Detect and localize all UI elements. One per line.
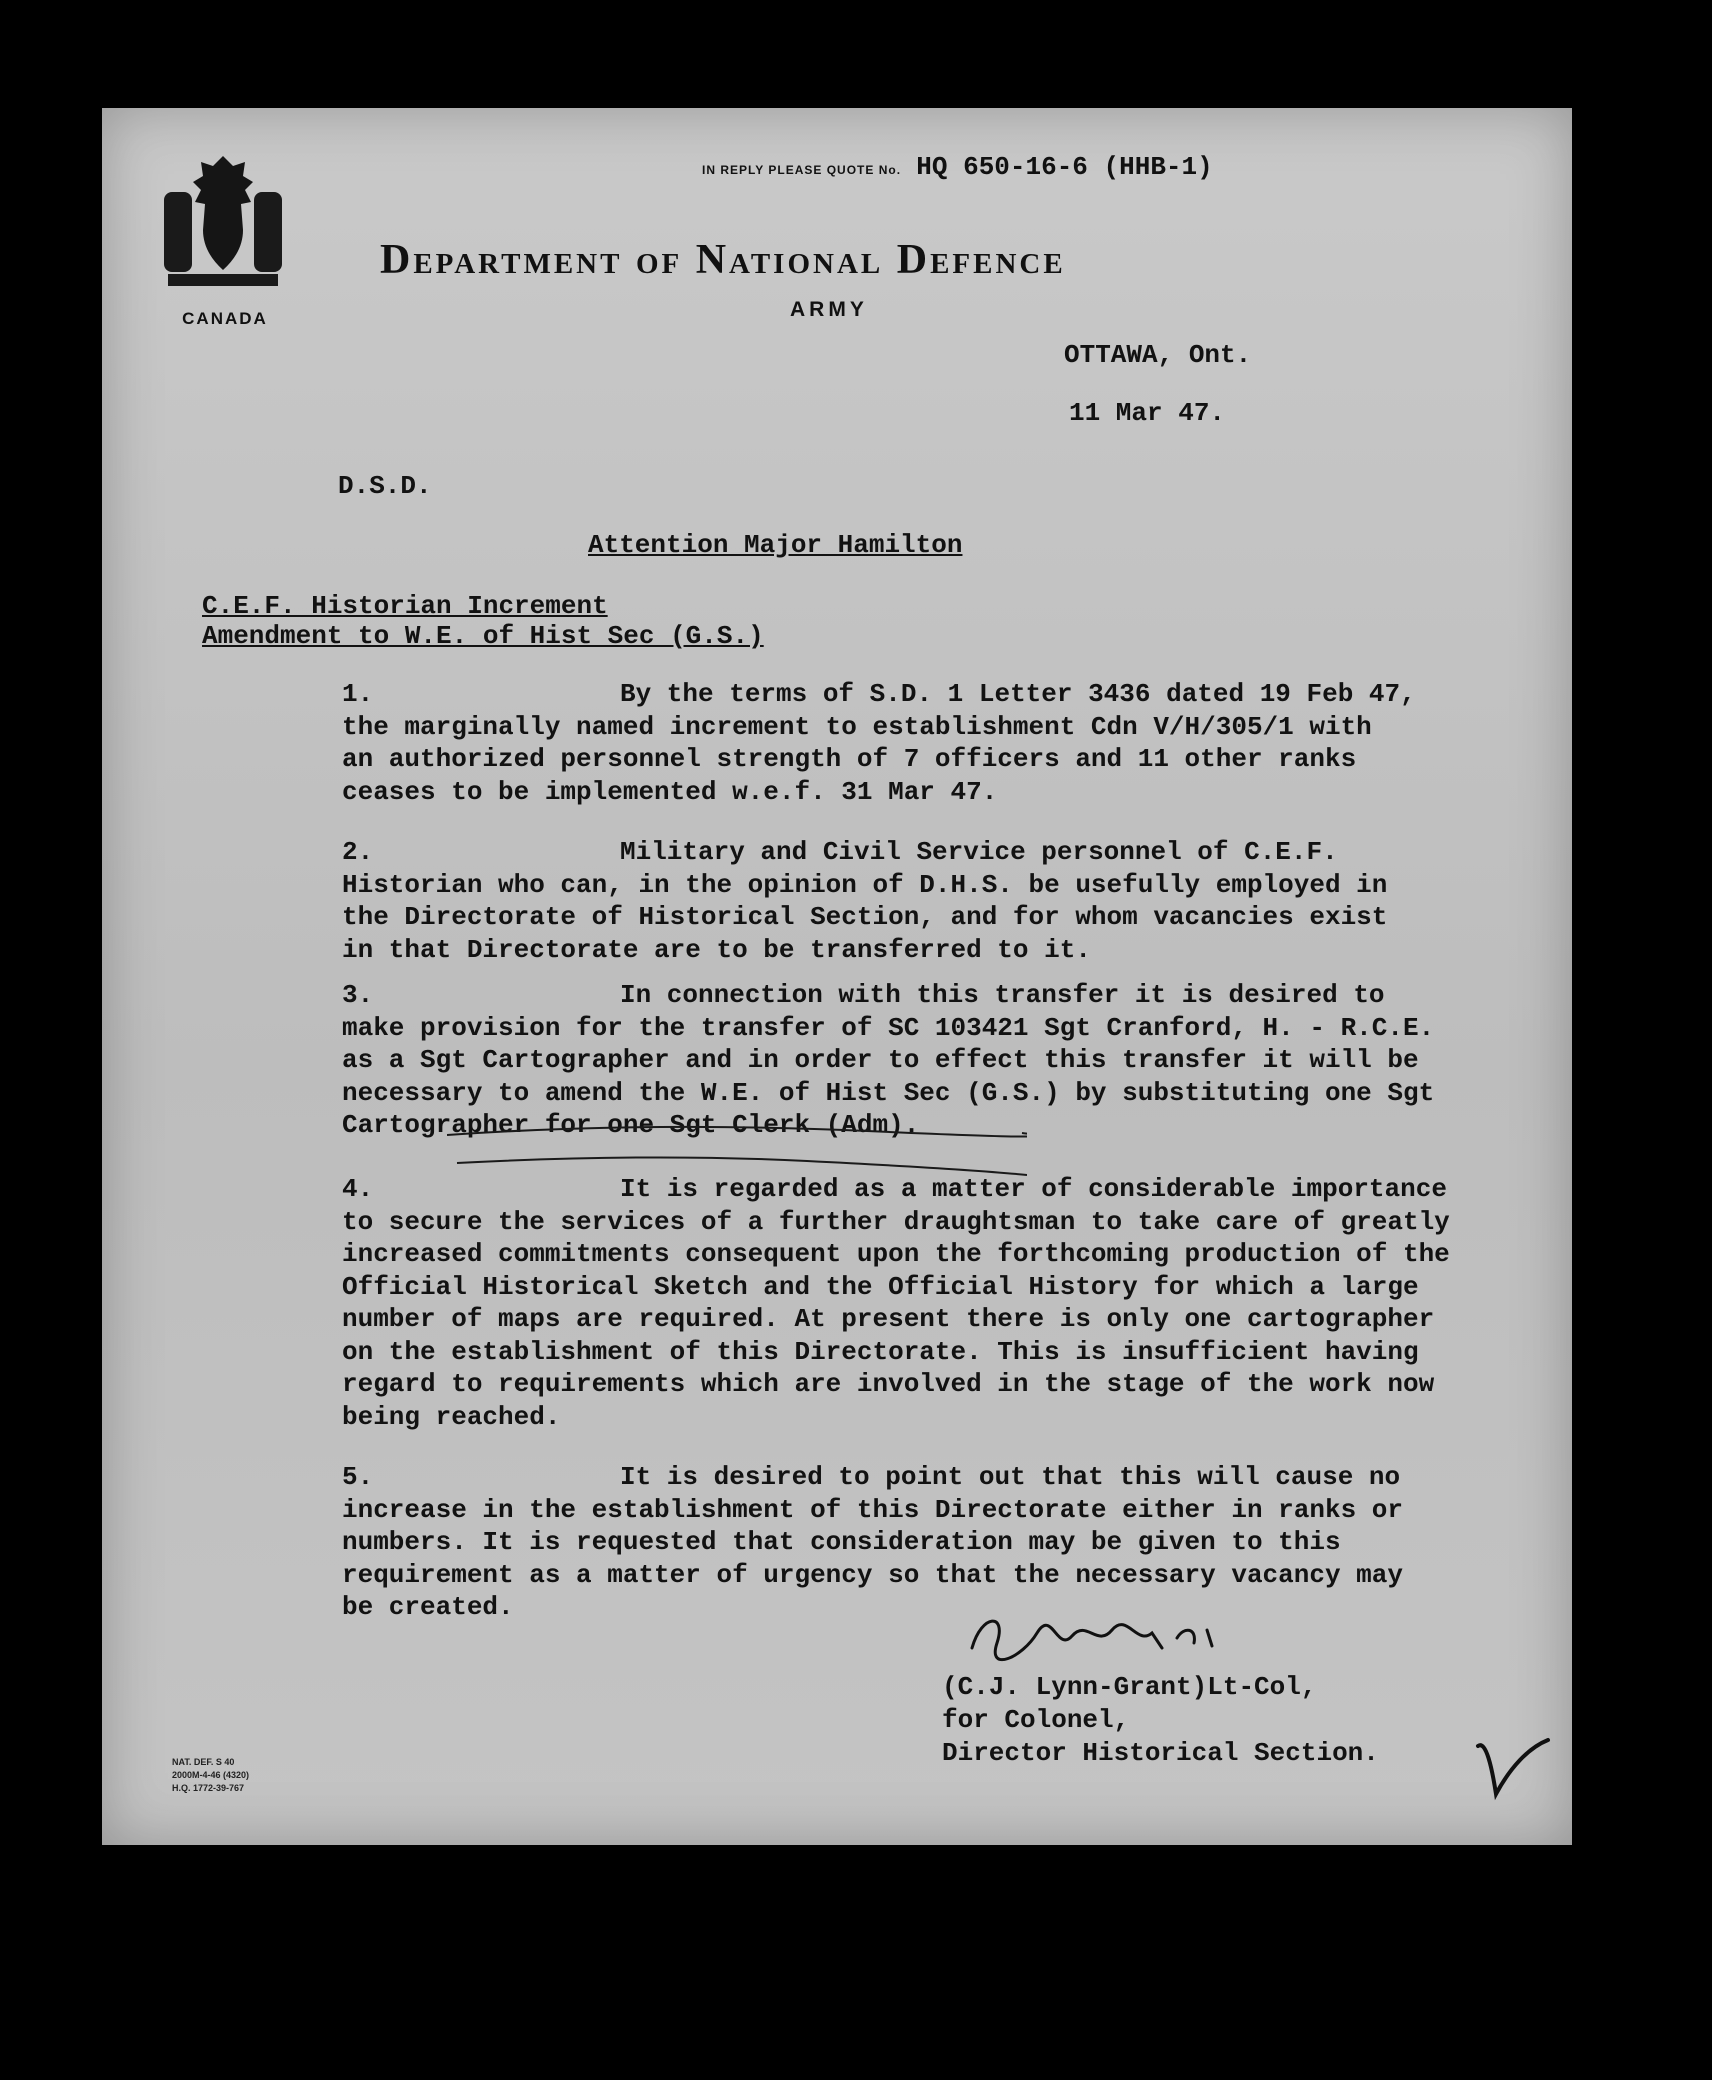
paragraph-3 bbox=[342, 979, 1542, 1142]
paragraph-2 bbox=[342, 836, 1542, 966]
letter-place: OTTAWA, Ont. bbox=[1064, 340, 1252, 370]
paragraph-text: In connection with this transfer it is desired to make provision for the transfer of SC 103421 Sgt Cranford, H. - R.C.E. as a Sgt Cartographer and in order to effect this transfer it will be necessary to amend the W.E. of Hist Sec (G.S.) by substituting one Sgt Cartographer for one Sgt Clerk (Adm). bbox=[342, 980, 1435, 1140]
subject-line-2: Amendment to W.E. of Hist Sec (G.S.) bbox=[202, 621, 764, 651]
paragraph-number: 2. bbox=[342, 837, 374, 867]
paragraph-text: Military and Civil Service personnel of C.E.F. Historian who can, in the opinion of D.H.S. be usefully employed in the Directorate of Historical Section, and for whom vacancies exist in that Directorate are to be transferred to it. bbox=[342, 837, 1388, 965]
department-title: Department of National Defence bbox=[380, 237, 1066, 283]
signatory-title: Director Historical Section. bbox=[942, 1738, 1379, 1768]
subject-line-1: C.E.F. Historian Increment bbox=[202, 591, 608, 621]
signatory-name: (C.J. Lynn-Grant)Lt-Col, bbox=[942, 1672, 1317, 1702]
paragraph-5 bbox=[342, 1461, 1542, 1624]
crest-country-label: CANADA bbox=[182, 309, 268, 328]
paragraph-text: It is regarded as a matter of considerable importance to secure the services of a further draughtsman to take care of greatly increased commitments consequent upon the forthcoming production of the Official Historical Sketch and the Official History for which a large number of maps are required. At present there is only one cartographer on the establishment of this Directorate. This is insufficient having regard to requirements which are involved in the stage of the work now being reached. bbox=[342, 1174, 1450, 1432]
paragraph-4 bbox=[342, 1173, 1542, 1433]
paragraph-text: It is desired to point out that this will cause no increase in the establishment of this Directorate either in ranks or numbers. It is requested that consideration may be given to this requirement as a matter of urgency so that the necessary vacancy may be created. bbox=[342, 1462, 1403, 1622]
letter-page bbox=[102, 108, 1572, 1845]
reply-prefix: IN REPLY PLEASE QUOTE No. bbox=[702, 163, 902, 177]
form-ref-line: H.Q. 1772-39-767 bbox=[172, 1783, 245, 1793]
handwritten-signature bbox=[962, 1608, 1222, 1668]
letter-date: 11 Mar 47. bbox=[1069, 398, 1226, 428]
form-ref-line: NAT. DEF. S 40 bbox=[172, 1757, 235, 1767]
form-reference bbox=[172, 1756, 249, 1795]
signature-block bbox=[942, 1671, 1379, 1770]
paragraph-number: 1. bbox=[342, 679, 374, 709]
paragraph-number: 4. bbox=[342, 1174, 374, 1204]
paragraph-1 bbox=[342, 678, 1542, 808]
addressee: D.S.D. bbox=[338, 471, 432, 501]
paragraph-number: 3. bbox=[342, 980, 374, 1010]
form-ref-line: 2000M-4-46 (4320) bbox=[172, 1770, 250, 1780]
signatory-for: for Colonel, bbox=[942, 1705, 1130, 1735]
paragraph-number: 5. bbox=[342, 1462, 374, 1492]
branch-title: ARMY bbox=[790, 298, 868, 321]
handwritten-check-mark bbox=[1472, 1728, 1552, 1808]
file-reference: HQ 650-16-6 (HHB-1) bbox=[916, 152, 1213, 182]
paragraph-text: By the terms of S.D. 1 Letter 3436 dated 19 Feb 47, the marginally named increment to establishment Cdn V/H/305/1 with an authorized personnel strength of 7 officers and 11 other ranks ceases to be implemented w.e.f. 31 Mar 47. bbox=[342, 679, 1416, 807]
attention-line: Attention Major Hamilton bbox=[588, 530, 963, 560]
canada-coat-of-arms-icon bbox=[158, 152, 288, 292]
reply-reference-line bbox=[702, 150, 1213, 182]
handwritten-underline-mark bbox=[447, 1123, 1027, 1178]
